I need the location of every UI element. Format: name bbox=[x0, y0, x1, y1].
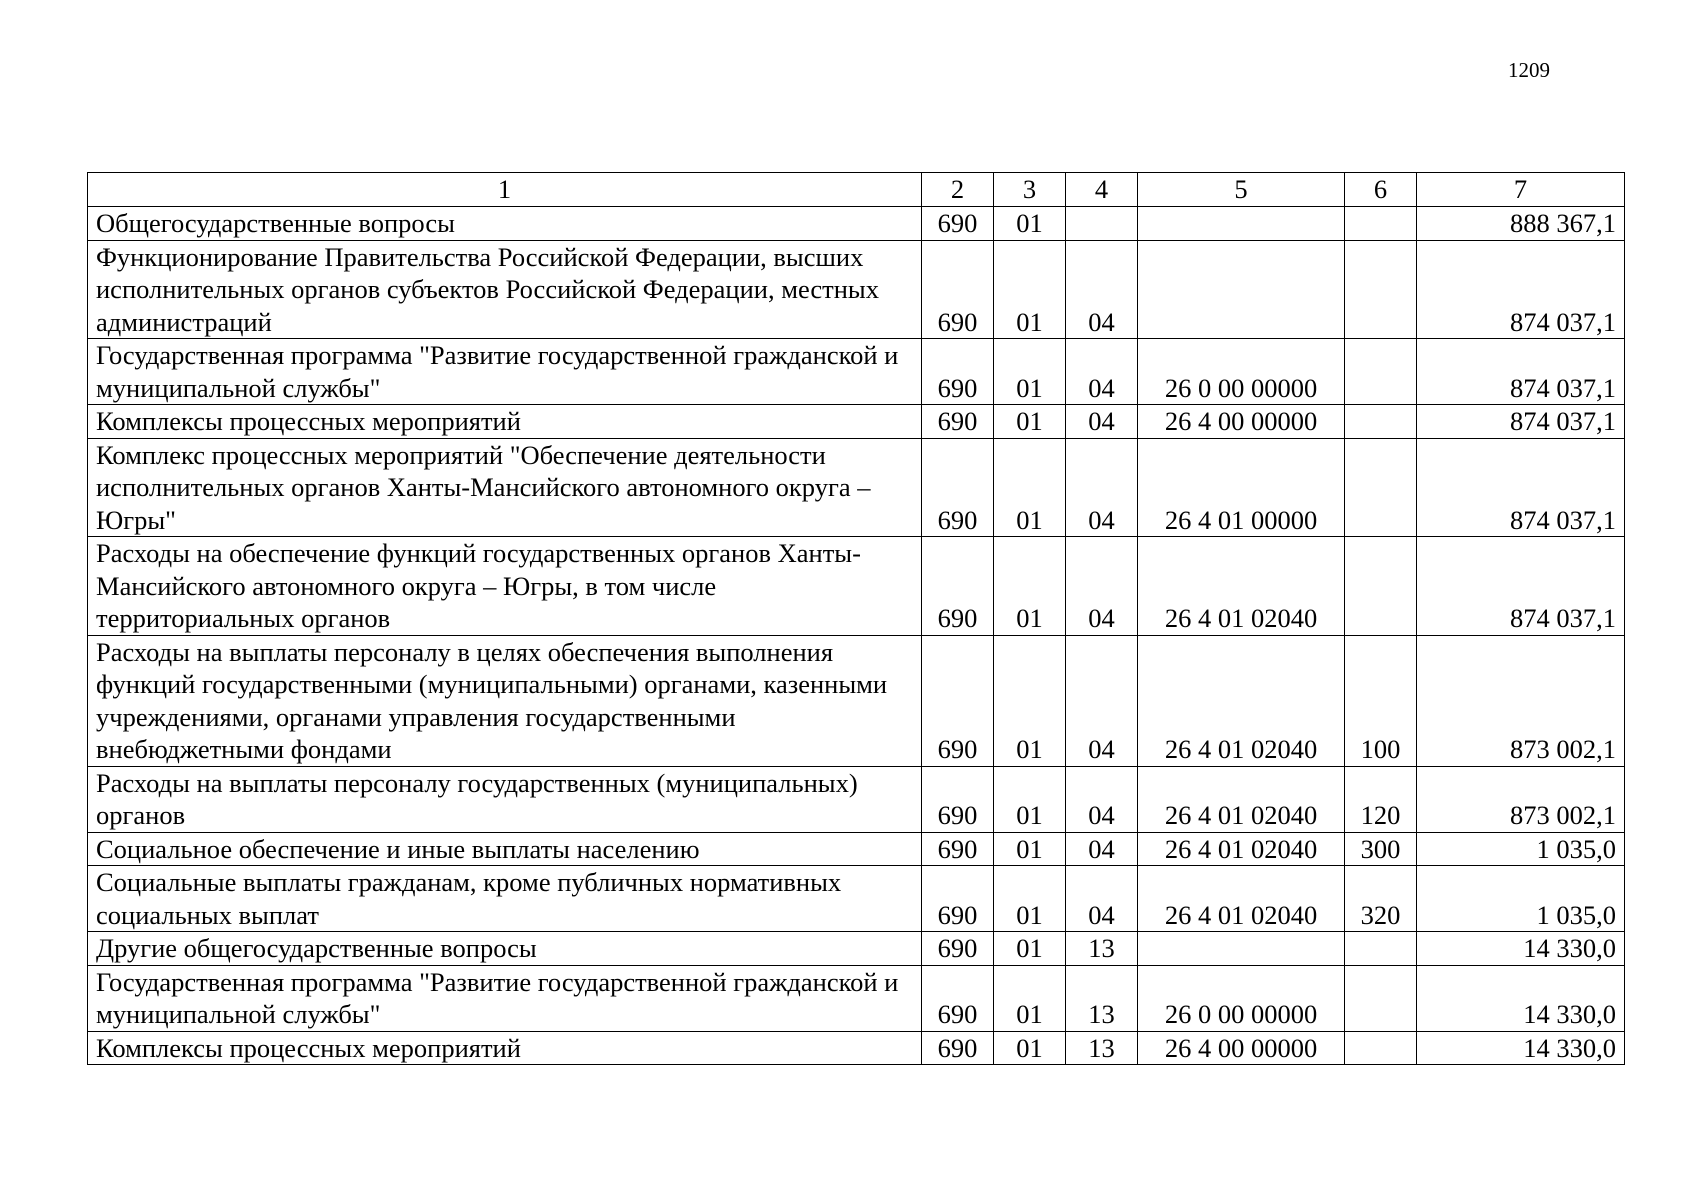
table-row bbox=[88, 766, 1625, 832]
cell-code-2: 690 bbox=[922, 766, 994, 832]
column-header: 7 bbox=[1417, 173, 1625, 207]
cell-amount: 1 035,0 bbox=[1417, 866, 1625, 932]
cell-code-6 bbox=[1345, 207, 1417, 241]
cell-amount: 873 002,1 bbox=[1417, 635, 1625, 766]
cell-code-2: 690 bbox=[922, 240, 994, 339]
row-name: Другие общегосударственные вопросы bbox=[88, 932, 922, 966]
cell-code-6 bbox=[1345, 965, 1417, 1031]
column-header: 6 bbox=[1345, 173, 1417, 207]
table-row bbox=[88, 866, 1625, 932]
table-row bbox=[88, 965, 1625, 1031]
table-row bbox=[88, 932, 1625, 966]
column-header: 3 bbox=[994, 173, 1066, 207]
cell-code-4: 13 bbox=[1066, 932, 1138, 966]
cell-code-6: 120 bbox=[1345, 766, 1417, 832]
cell-code-3: 01 bbox=[994, 932, 1066, 966]
cell-amount: 874 037,1 bbox=[1417, 537, 1625, 636]
row-name: Расходы на обеспечение функций государственных органов Ханты-Мансийского автономного округа – Югры, в том числе территориальных органов bbox=[88, 537, 922, 636]
table-row bbox=[88, 207, 1625, 241]
cell-code-6 bbox=[1345, 537, 1417, 636]
table-row bbox=[88, 832, 1625, 866]
cell-code-6 bbox=[1345, 405, 1417, 439]
cell-code-5: 26 4 01 02040 bbox=[1138, 866, 1345, 932]
cell-amount: 888 367,1 bbox=[1417, 207, 1625, 241]
cell-code-3: 01 bbox=[994, 240, 1066, 339]
row-name: Расходы на выплаты персоналу в целях обеспечения выполнения функций государственными (муниципальными) органами, казенными учреждениями, органами управления государственными внебюджетными фондами bbox=[88, 635, 922, 766]
cell-code-2: 690 bbox=[922, 339, 994, 405]
cell-code-5 bbox=[1138, 240, 1345, 339]
cell-code-6: 100 bbox=[1345, 635, 1417, 766]
row-name: Расходы на выплаты персоналу государственных (муниципальных) органов bbox=[88, 766, 922, 832]
cell-code-2: 690 bbox=[922, 537, 994, 636]
cell-code-2: 690 bbox=[922, 635, 994, 766]
cell-code-3: 01 bbox=[994, 866, 1066, 932]
cell-code-2: 690 bbox=[922, 207, 994, 241]
cell-code-4: 04 bbox=[1066, 766, 1138, 832]
cell-code-5: 26 4 01 02040 bbox=[1138, 832, 1345, 866]
cell-amount: 874 037,1 bbox=[1417, 405, 1625, 439]
cell-code-3: 01 bbox=[994, 537, 1066, 636]
cell-code-5 bbox=[1138, 932, 1345, 966]
page-number: 1209 bbox=[1508, 58, 1550, 82]
cell-code-6: 320 bbox=[1345, 866, 1417, 932]
cell-code-3: 01 bbox=[994, 766, 1066, 832]
column-header: 1 bbox=[88, 173, 922, 207]
cell-code-2: 690 bbox=[922, 832, 994, 866]
cell-amount: 874 037,1 bbox=[1417, 339, 1625, 405]
table-row bbox=[88, 405, 1625, 439]
cell-amount: 14 330,0 bbox=[1417, 1031, 1625, 1065]
row-name: Социальное обеспечение и иные выплаты населению bbox=[88, 832, 922, 866]
cell-code-2: 690 bbox=[922, 866, 994, 932]
cell-code-5: 26 4 01 00000 bbox=[1138, 438, 1345, 537]
cell-code-5: 26 4 00 00000 bbox=[1138, 1031, 1345, 1065]
cell-code-2: 690 bbox=[922, 405, 994, 439]
cell-code-3: 01 bbox=[994, 832, 1066, 866]
cell-amount: 874 037,1 bbox=[1417, 240, 1625, 339]
cell-code-5: 26 4 00 00000 bbox=[1138, 405, 1345, 439]
cell-code-4: 04 bbox=[1066, 832, 1138, 866]
table-row bbox=[88, 339, 1625, 405]
cell-code-4: 04 bbox=[1066, 537, 1138, 636]
cell-code-2: 690 bbox=[922, 1031, 994, 1065]
cell-code-3: 01 bbox=[994, 207, 1066, 241]
cell-code-6 bbox=[1345, 339, 1417, 405]
cell-code-4: 04 bbox=[1066, 635, 1138, 766]
cell-code-4: 13 bbox=[1066, 1031, 1138, 1065]
cell-code-4: 04 bbox=[1066, 405, 1138, 439]
cell-code-2: 690 bbox=[922, 965, 994, 1031]
cell-code-4: 04 bbox=[1066, 339, 1138, 405]
cell-code-6: 300 bbox=[1345, 832, 1417, 866]
cell-code-2: 690 bbox=[922, 932, 994, 966]
cell-amount: 14 330,0 bbox=[1417, 965, 1625, 1031]
row-name: Комплекс процессных мероприятий "Обеспечение деятельности исполнительных органов Ханты-Мансийского автономного округа – Югры" bbox=[88, 438, 922, 537]
table-row bbox=[88, 1031, 1625, 1065]
cell-code-4: 04 bbox=[1066, 240, 1138, 339]
cell-code-3: 01 bbox=[994, 405, 1066, 439]
cell-code-5: 26 4 01 02040 bbox=[1138, 766, 1345, 832]
cell-amount: 874 037,1 bbox=[1417, 438, 1625, 537]
column-header: 4 bbox=[1066, 173, 1138, 207]
cell-code-3: 01 bbox=[994, 965, 1066, 1031]
table-row bbox=[88, 635, 1625, 766]
row-name: Социальные выплаты гражданам, кроме публичных нормативных социальных выплат bbox=[88, 866, 922, 932]
cell-code-3: 01 bbox=[994, 339, 1066, 405]
cell-code-6 bbox=[1345, 932, 1417, 966]
cell-code-5: 26 4 01 02040 bbox=[1138, 635, 1345, 766]
cell-code-6 bbox=[1345, 438, 1417, 537]
cell-code-4: 04 bbox=[1066, 866, 1138, 932]
cell-amount: 873 002,1 bbox=[1417, 766, 1625, 832]
cell-code-5: 26 0 00 00000 bbox=[1138, 965, 1345, 1031]
cell-code-4: 13 bbox=[1066, 965, 1138, 1031]
cell-code-5: 26 0 00 00000 bbox=[1138, 339, 1345, 405]
cell-amount: 1 035,0 bbox=[1417, 832, 1625, 866]
cell-code-3: 01 bbox=[994, 438, 1066, 537]
table-header-row bbox=[88, 173, 1625, 207]
column-header: 2 bbox=[922, 173, 994, 207]
row-name: Комплексы процессных мероприятий bbox=[88, 405, 922, 439]
table-row bbox=[88, 537, 1625, 636]
cell-code-5: 26 4 01 02040 bbox=[1138, 537, 1345, 636]
cell-code-5 bbox=[1138, 207, 1345, 241]
cell-amount: 14 330,0 bbox=[1417, 932, 1625, 966]
cell-code-2: 690 bbox=[922, 438, 994, 537]
cell-code-3: 01 bbox=[994, 1031, 1066, 1065]
budget-table bbox=[87, 172, 1625, 1065]
table-row bbox=[88, 240, 1625, 339]
table-row bbox=[88, 438, 1625, 537]
row-name: Государственная программа "Развитие государственной гражданской и муниципальной службы" bbox=[88, 339, 922, 405]
row-name: Общегосударственные вопросы bbox=[88, 207, 922, 241]
row-name: Государственная программа "Развитие государственной гражданской и муниципальной службы" bbox=[88, 965, 922, 1031]
cell-code-6 bbox=[1345, 240, 1417, 339]
cell-code-3: 01 bbox=[994, 635, 1066, 766]
cell-code-6 bbox=[1345, 1031, 1417, 1065]
row-name: Функционирование Правительства Российской Федерации, высших исполнительных органов субъектов Российской Федерации, местных администраций bbox=[88, 240, 922, 339]
column-header: 5 bbox=[1138, 173, 1345, 207]
row-name: Комплексы процессных мероприятий bbox=[88, 1031, 922, 1065]
cell-code-4: 04 bbox=[1066, 438, 1138, 537]
cell-code-4 bbox=[1066, 207, 1138, 241]
